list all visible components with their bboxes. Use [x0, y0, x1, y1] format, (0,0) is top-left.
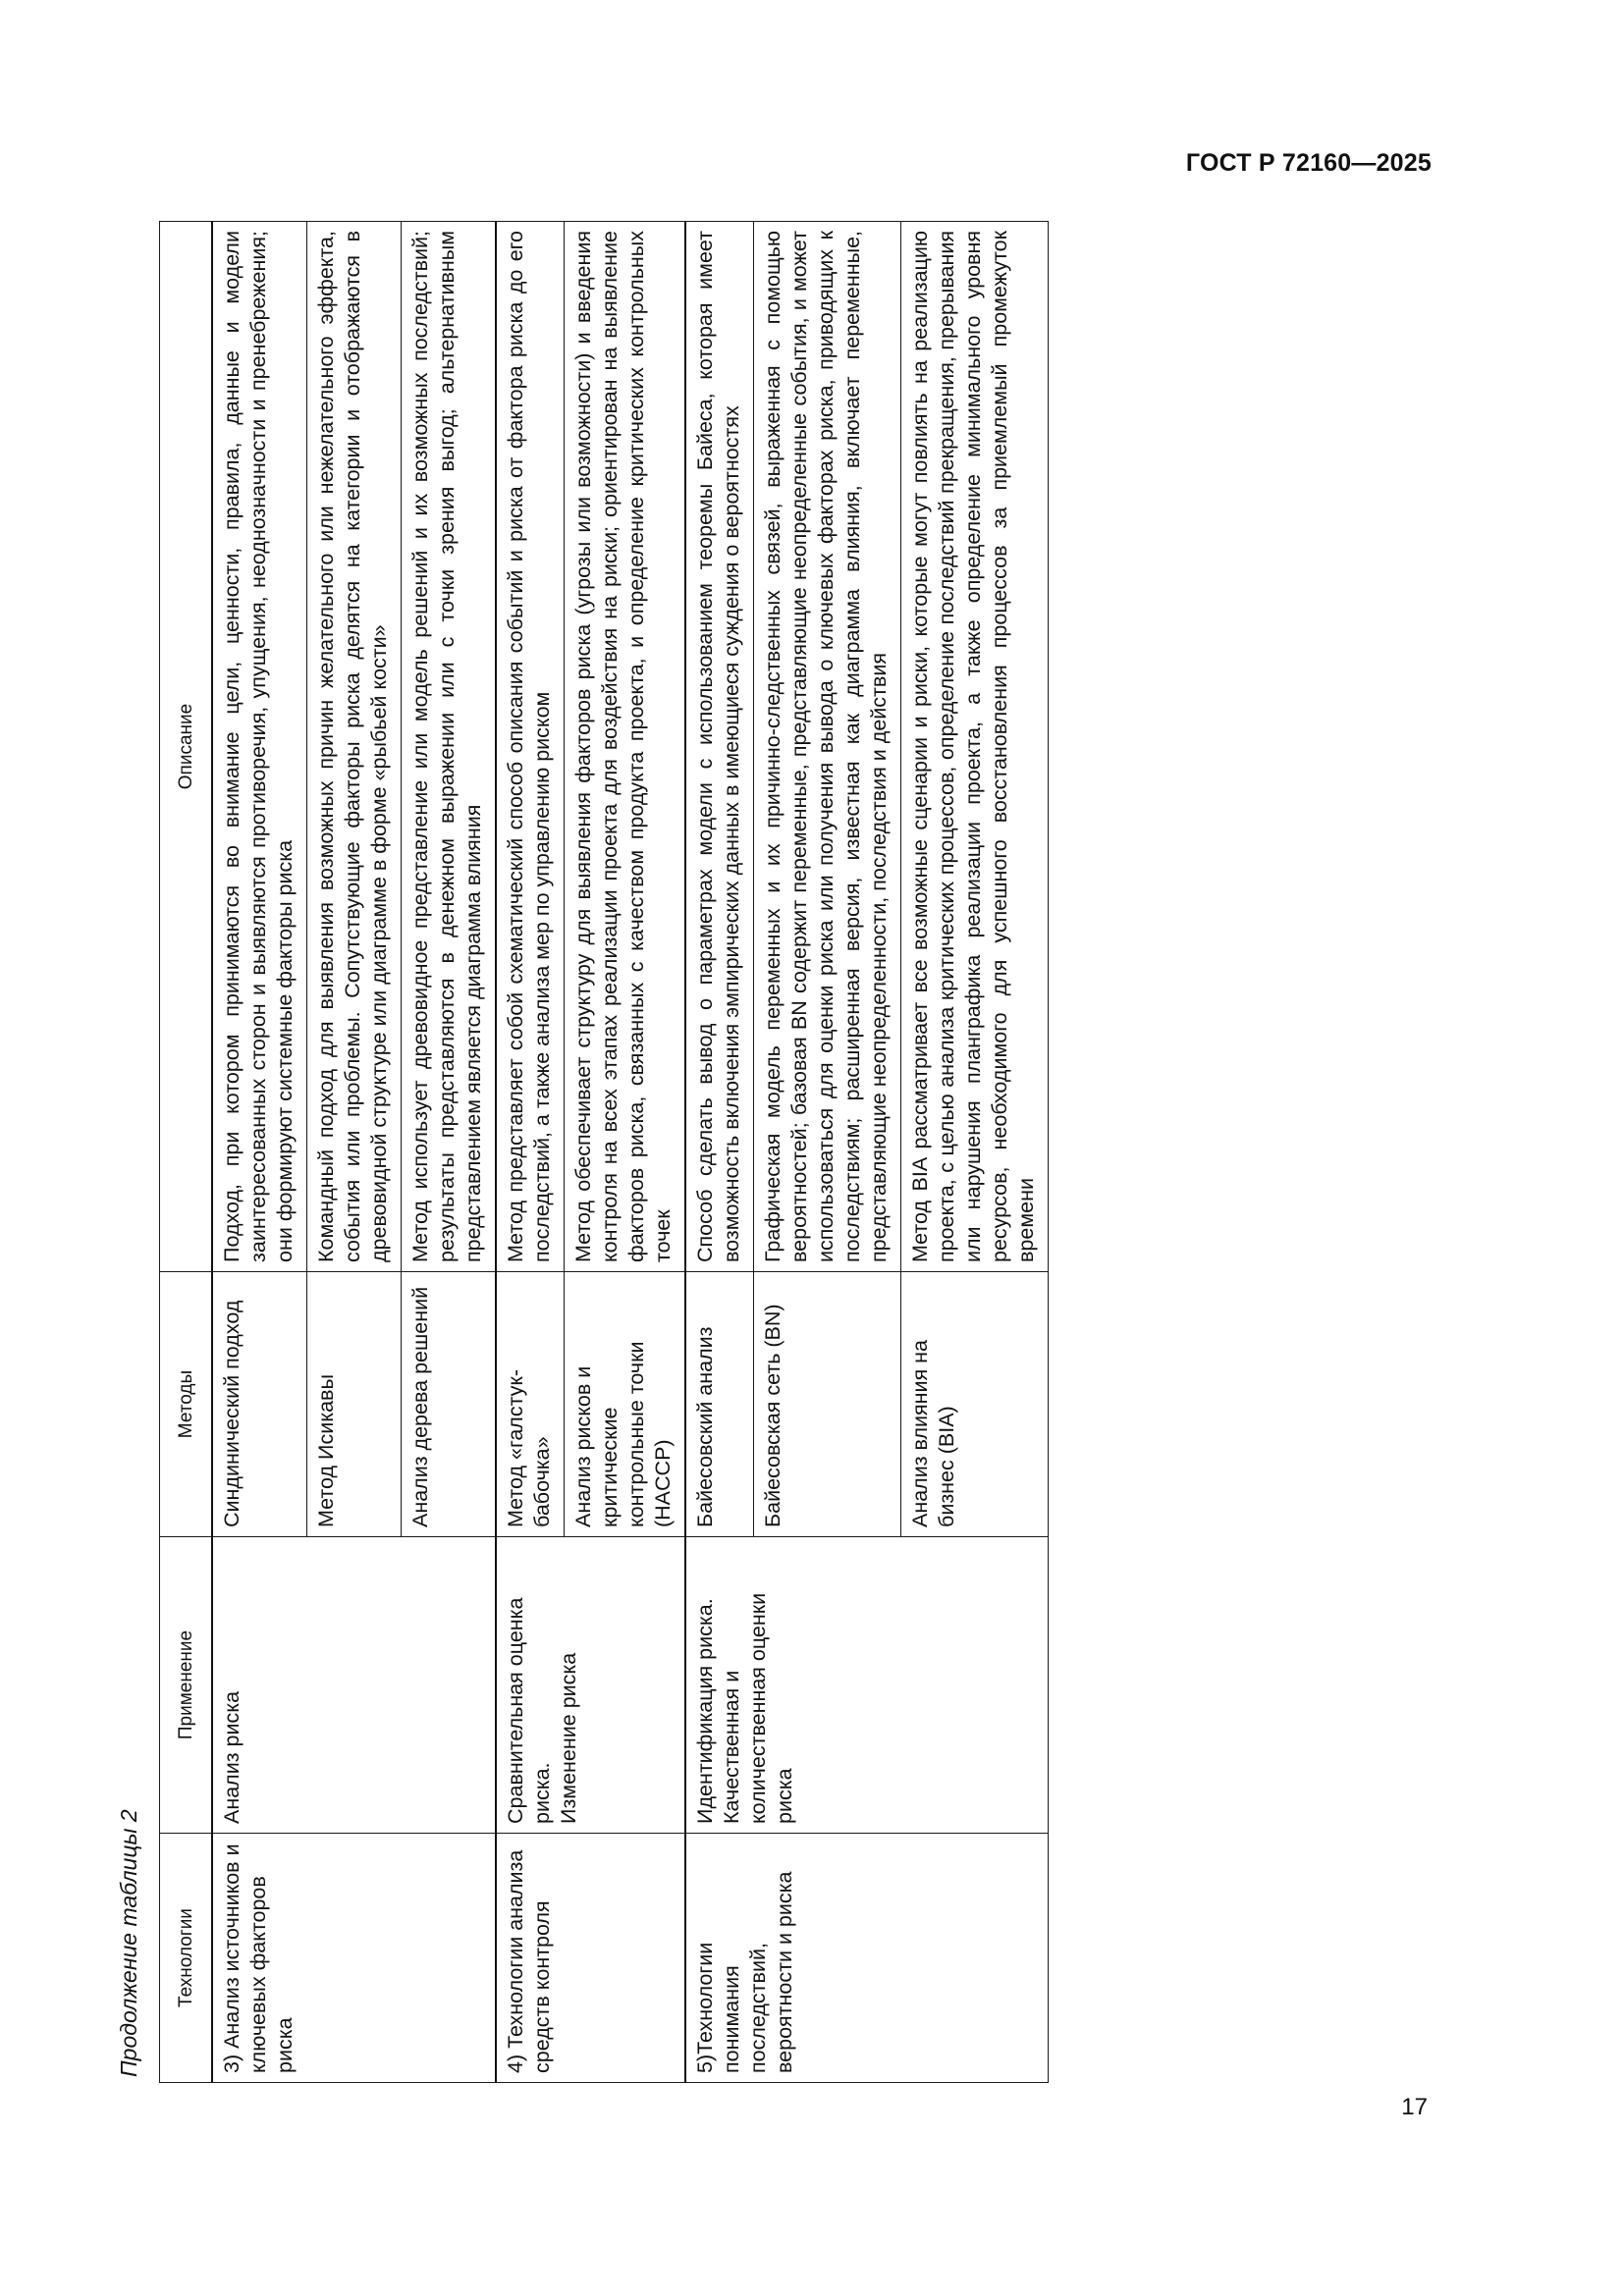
description-cell: Метод представляет собой схематический способ описания событий и риска от фактора риска до его последствий, а также анализа мер по управлению риском [496, 222, 565, 1272]
description-cell: Метод BIA рассматривает все возможные сценарии и риски, которые могут повлиять на реализацию проекта, с целью анализа критических процессов, определение последствий прекращения, прерывания или нарушения планграфика реализации проекта, а также определение минимального уровня ресурсов, необходимого для успешного восстановления процессов за приемлемый промежуток времени [901, 222, 1049, 1272]
description-cell: Командный подход для выявления возможных причин желательного или нежелательного эффекта, события или проблемы. Сопутствующие факторы риска делятся на категории и отображаются в древовидной структуре или диаграмме в форме «рыбьей кости» [307, 222, 402, 1272]
column-header-technologies: Технологии [160, 1834, 213, 2083]
technology-cell: 3) Анализ источников и ключевых факторов риска [212, 1834, 496, 2083]
method-cell: Анализ рисков и критические контрольные точки (HACCP) [565, 1272, 686, 1537]
column-header-methods: Методы [160, 1272, 213, 1537]
method-cell: Метод Исикавы [307, 1272, 402, 1537]
column-header-description: Описание [160, 222, 213, 1272]
table-row [496, 222, 565, 2083]
table-caption: Продолжение таблицы 2 [116, 1809, 141, 2077]
page-number: 17 [1401, 2094, 1428, 2120]
description-cell: Подход, при котором принимаются во внимание цели, ценности, правила, данные и модели заинтересованных сторон и выявляются противоречия, упущения, неоднозначности и пренебрежения; они формируют системные факторы риска [212, 222, 307, 1272]
table-row [212, 222, 307, 2083]
description-cell: Способ сделать вывод о параметрах модели с использованием теоремы Байеса, которая имеет возможность включения эмпирических данных в имеющиеся суждения о вероятностях [685, 222, 754, 1272]
method-cell: Байесовский анализ [685, 1272, 754, 1537]
method-cell: Метод «галстук-бабочка» [496, 1272, 565, 1537]
application-cell: Идентификация риска. Качественная и количественная оценки риска [685, 1537, 1049, 1834]
application-cell: Сравнительная оценка риска. Изменение риска [496, 1537, 685, 1834]
methods-table [159, 221, 1049, 2083]
technology-cell: 4) Технологии анализа средств контроля [496, 1834, 685, 2083]
document-code: ГОСТ Р 72160—2025 [1185, 149, 1432, 177]
column-header-application: Применение [160, 1537, 213, 1834]
description-cell: Метод использует древовидное представление или модель решений и их возможных последствий; результаты представляются в денежном выражении или с точки зрения выгод; альтернативным представлением является диаграмма влияния [402, 222, 497, 1272]
method-cell: Байесовская сеть (BN) [754, 1272, 901, 1537]
table-row [685, 222, 754, 2083]
table-header-row [160, 222, 213, 2083]
application-cell: Анализ риска [212, 1537, 496, 1834]
rotated-table-area [108, 222, 1443, 2083]
method-cell: Анализ влияния на бизнес (BIA) [901, 1272, 1049, 1537]
technology-cell: 5)Технологии понимания последствий, вероятности и риска [685, 1834, 1049, 2083]
description-cell: Графическая модель переменных и их причинно-следственных связей, выраженная с помощью вероятностей; базовая BN содержит переменные, представляющие неопределенные события, и может использоваться для оценки риска или получения вывода о ключевых факторах риска, приводящих к последствиям; расширенная версия, известная как диаграмма влияния, включает переменные, представляющие неопределенности, последствия и действия [754, 222, 901, 1272]
method-cell: Синдинический подход [212, 1272, 307, 1537]
method-cell: Анализ дерева решений [402, 1272, 497, 1537]
description-cell: Метод обеспечивает структуру для выявления факторов риска (угрозы или возможности) и введения контроля на всех этапах реализации проекта для воздействия на риски; ориентирован на выявление факторов риска, связанных с качеством продукта проекта, и определение критических контрольных точек [565, 222, 686, 1272]
